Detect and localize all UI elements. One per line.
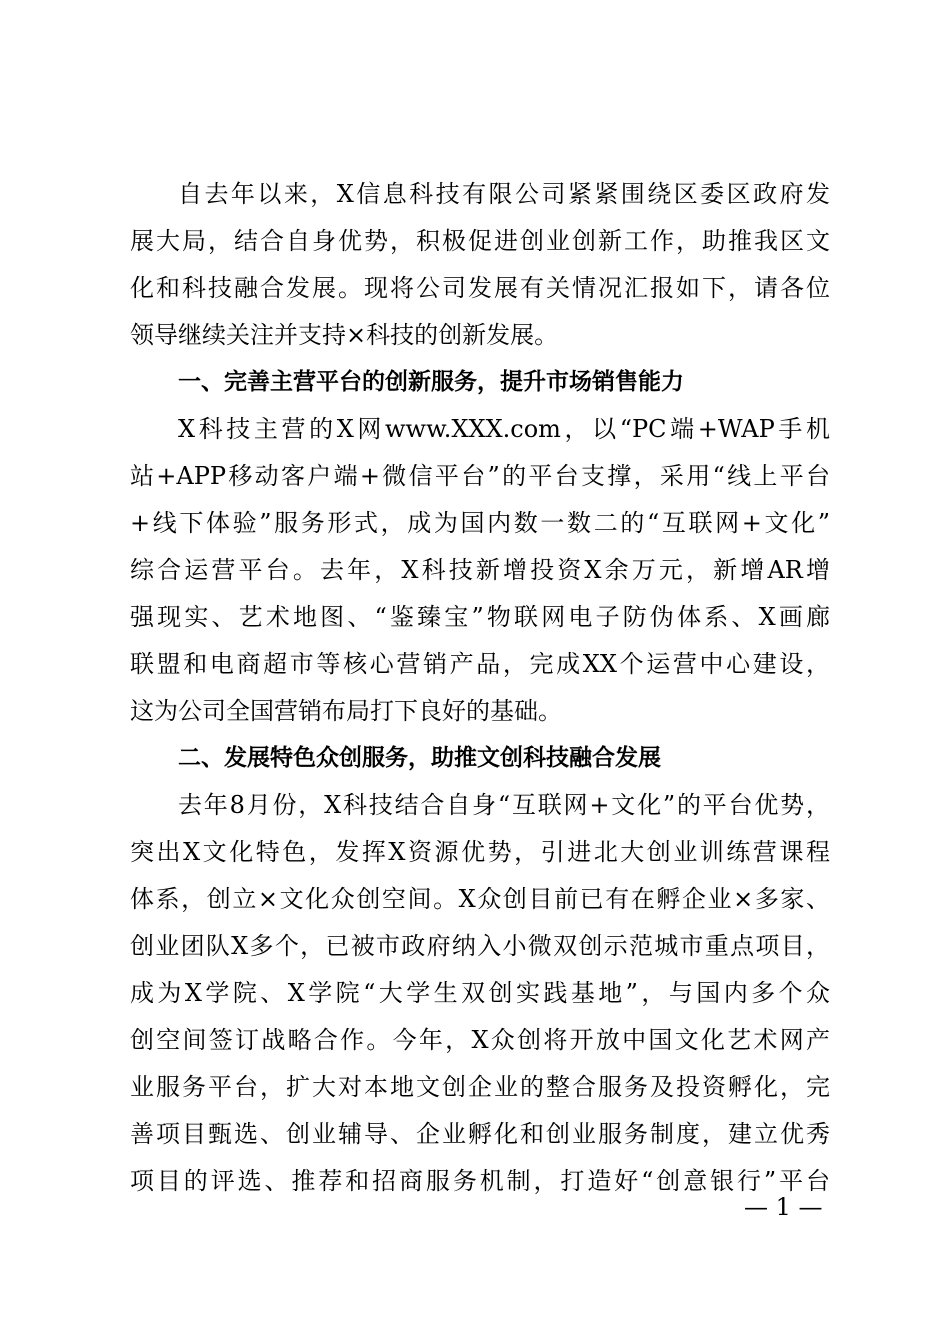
intro-paragraph-line: 化和科技融合发展。现将公司发展有关情况汇报如下，请各位: [130, 274, 830, 302]
section-1-paragraph-line: 综合运营平台。去年，X科技新增投资X余万元，新增AR增: [130, 556, 830, 584]
section-1-paragraph-line: 强现实、艺术地图、“鉴臻宝”物联网电子防伪体系、X画廊: [130, 603, 830, 631]
section-2-paragraph-line: 成为X学院、X学院“大学生双创实践基地”，与国内多个众: [130, 979, 830, 1007]
section-1-paragraph-line: 站+APP移动客户端+微信平台”的平台支撑，采用“线上平台: [130, 462, 830, 490]
section-1-paragraph-line: X科技主营的X网www.XXX.com，以“PC端+WAP手机: [178, 415, 830, 443]
section-2-paragraph-line: 去年8月份，X科技结合自身“互联网+文化”的平台优势，: [178, 791, 830, 819]
section-2-paragraph-line: 突出X文化特色，发挥X资源优势，引进北大创业训练营课程: [130, 838, 830, 866]
intro-paragraph-line: 自去年以来，X信息科技有限公司紧紧围绕区委区政府发: [178, 180, 830, 208]
page-number: — 1 —: [744, 1193, 823, 1221]
section-2-paragraph-line: 创业团队X多个，已被市政府纳入小微双创示范城市重点项目，: [130, 932, 830, 960]
section-1-paragraph-line: 联盟和电商超市等核心营销产品，完成XX个运营中心建设，: [130, 650, 830, 678]
section-1-heading: 一、完善主营平台的创新服务，提升市场销售能力: [178, 369, 684, 395]
section-2-paragraph-line: 项目的评选、推荐和招商服务机制，打造好“创意银行”平台: [130, 1167, 830, 1195]
intro-paragraph-line: 展大局，结合自身优势，积极促进创业创新工作，助推我区文: [130, 227, 830, 255]
intro-paragraph-line: 领导继续关注并支持×科技的创新发展。: [130, 321, 559, 349]
section-2-heading: 二、发展特色众创服务，助推文创科技融合发展: [178, 745, 661, 771]
section-1-paragraph-line: 这为公司全国营销布局打下良好的基础。: [130, 697, 562, 725]
section-2-paragraph-line: 业服务平台，扩大对本地文创企业的整合服务及投资孵化，完: [130, 1073, 830, 1101]
section-2-paragraph-line: 善项目甄选、创业辅导、企业孵化和创业服务制度，建立优秀: [130, 1120, 830, 1148]
section-2-paragraph-line: 体系，创立×文化众创空间。X众创目前已有在孵企业×多家、: [130, 885, 830, 913]
section-2-paragraph-line: 创空间签订战略合作。今年，X众创将开放中国文化艺术网产: [130, 1026, 830, 1054]
section-1-paragraph-line: +线下体验”服务形式，成为国内数一数二的“互联网+文化”: [130, 509, 830, 537]
